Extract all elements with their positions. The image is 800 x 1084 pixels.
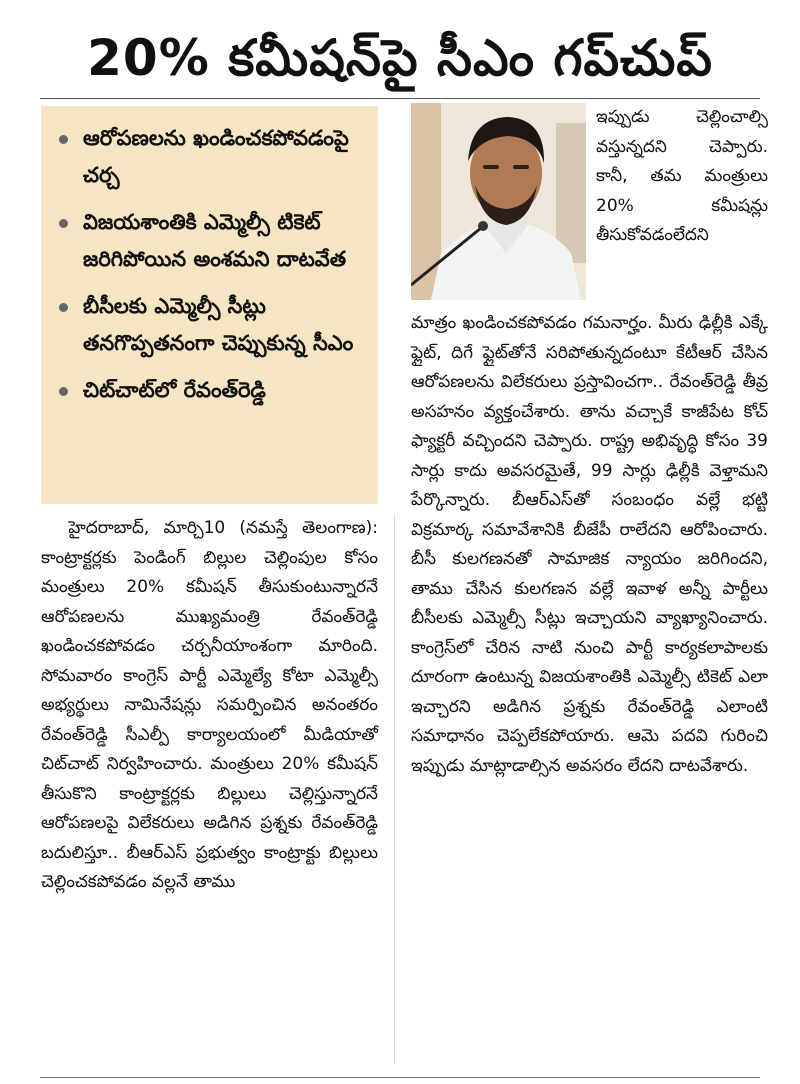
highlight-text: విజయశాంతికి ఎమ్మెల్సీ టికెట్ జరిగిపోయిన అంశమని దాటవేత	[83, 210, 347, 271]
cropped-top-text	[40, 0, 760, 10]
highlights-list	[41, 106, 378, 409]
bullet-dot-icon	[59, 387, 68, 396]
article-paragraph: ఇప్పుడు చెల్లించాల్సి వస్తున్నదని చెప్పారు. కానీ, తమ మంత్రులు 20% కమీషన్లు తీసుకోవడంలేదని	[596, 107, 768, 245]
column-divider	[394, 514, 395, 1064]
highlight-item	[53, 372, 366, 409]
highlight-item	[53, 288, 366, 362]
person-photo-illustration	[411, 103, 586, 300]
highlight-item	[53, 120, 366, 194]
article-column-left	[41, 514, 378, 898]
headline: 20% కమీషన్‌పై సీఎం గప్‌చుప్	[87, 29, 713, 87]
highlight-text: ఆరోపణలను ఖండించకపోవడంపై చర్చ	[83, 126, 349, 187]
article-paragraph: మాత్రం ఖండించకపోవడం గమనార్హం. మీరు ఢిల్లీకి ఎక్కే ఫ్లైట్, దిగే ఫ్లైట్‌తోనే సరిపోతున్నదంటూ కేటీఆర్ చేసిన ఆరోపణలను విలేకరులు ప్రస్తావించగా.. రేవంత్‌రెడ్డి తీవ్ర అసహనం వ్యక్తంచేశారు. తాను వచ్చాకే కాజీపేట కోచ్ ఫ్యాక్టరీ వచ్చిందని చెప్పారు. రాష్ట్ర అభివృద్ధి కోసం 39 సార్లు కాదు అవసరమైతే, 99 సార్లు ఢిల్లీకి వెళ్తామని పేర్కొన్నారు. బీఆర్‌ఎస్‌తో సంబంధం వల్లే భట్టి విక్రమార్క సమావేశానికి బీజేపీ రాలేదని ఆరోపించారు. బీసీ కులగణనతో సామాజిక న్యాయం జరిగిందని, తాము చేసిన కులగణన వల్లే ఇవాళ అన్నీ పార్టీలు బీసీలకు ఎమ్మెల్సీ సీట్లు ఇచ్చాయని వ్యాఖ్యానించారు. కాంగ్రెస్‌లో చేరిన నాటి నుంచి పార్టీ కార్యకలాపాలకు దూరంగా ఉంటున్న విజయశాంతికి ఎమ్మెల్సీ టికెట్ ఎలా ఇచ్చారని అడిగిన ప్రశ్నకు రేవంత్‌రెడ్డి ఎలాంటి సమాధానం చెప్పలేకపోయారు. ఆమె పదవి గురించి ఇప్పుడు మాట్లాడాల్సిన అవసరం లేదని దాటవేశారు.	[411, 313, 768, 776]
bottom-rule	[40, 1077, 760, 1078]
article-column-right-top	[596, 103, 768, 251]
highlight-item	[53, 204, 366, 278]
headline-rule	[40, 98, 760, 99]
news-photo	[411, 103, 586, 300]
article-column-right	[411, 309, 768, 781]
bullet-dot-icon	[59, 135, 68, 144]
highlight-text: బీసీలకు ఎమ్మెల్సీ సీట్లు తనగొప్పతనంగా చెప్పుకున్న సీఎం	[83, 294, 354, 355]
highlight-text: చిట్‌చాట్‌లో రేవంత్‌రెడ్డి	[83, 378, 266, 402]
article-paragraph: హైదరాబాద్, మార్చి10 (నమస్తే తెలంగాణ): కాంట్రాక్టర్లకు పెండింగ్ బిల్లుల చెల్లింపుల కోసం మంత్రులు 20% కమీషన్ తీసుకుంటున్నారనే ఆరోపణలను ముఖ్యమంత్రి రేవంత్‌రెడ్డి ఖండించకపోవడం చర్చనీయాంశంగా మారింది. సోమవారం కాంగ్రెస్ పార్టీ ఎమ్మెల్యే కోటా ఎమ్మెల్సీ అభ్యర్థులు నామినేషన్లు సమర్పించిన అనంతరం రేవంత్‌రెడ్డి సీఎల్పీ కార్యాలయంలో మీడియాతో చిట్‌చాట్ నిర్వహించారు. మంత్రులు 20% కమీషన్ తీసుకొని కాంట్రాక్టర్లకు బిల్లులు చెల్లిస్తున్నారనే ఆరోపణలపై విలేకరులు అడిగిన ప్రశ్నకు రేవంత్‌రెడ్డి బదులిస్తూ.. బీఆర్‌ఎస్ ప్రభుత్వం కాంట్రాక్టు బిల్లులు చెల్లించకపోవడం వల్లనే తాము	[41, 518, 378, 892]
bullet-dot-icon	[59, 303, 68, 312]
highlights-box	[41, 106, 378, 504]
bullet-dot-icon	[59, 219, 68, 228]
